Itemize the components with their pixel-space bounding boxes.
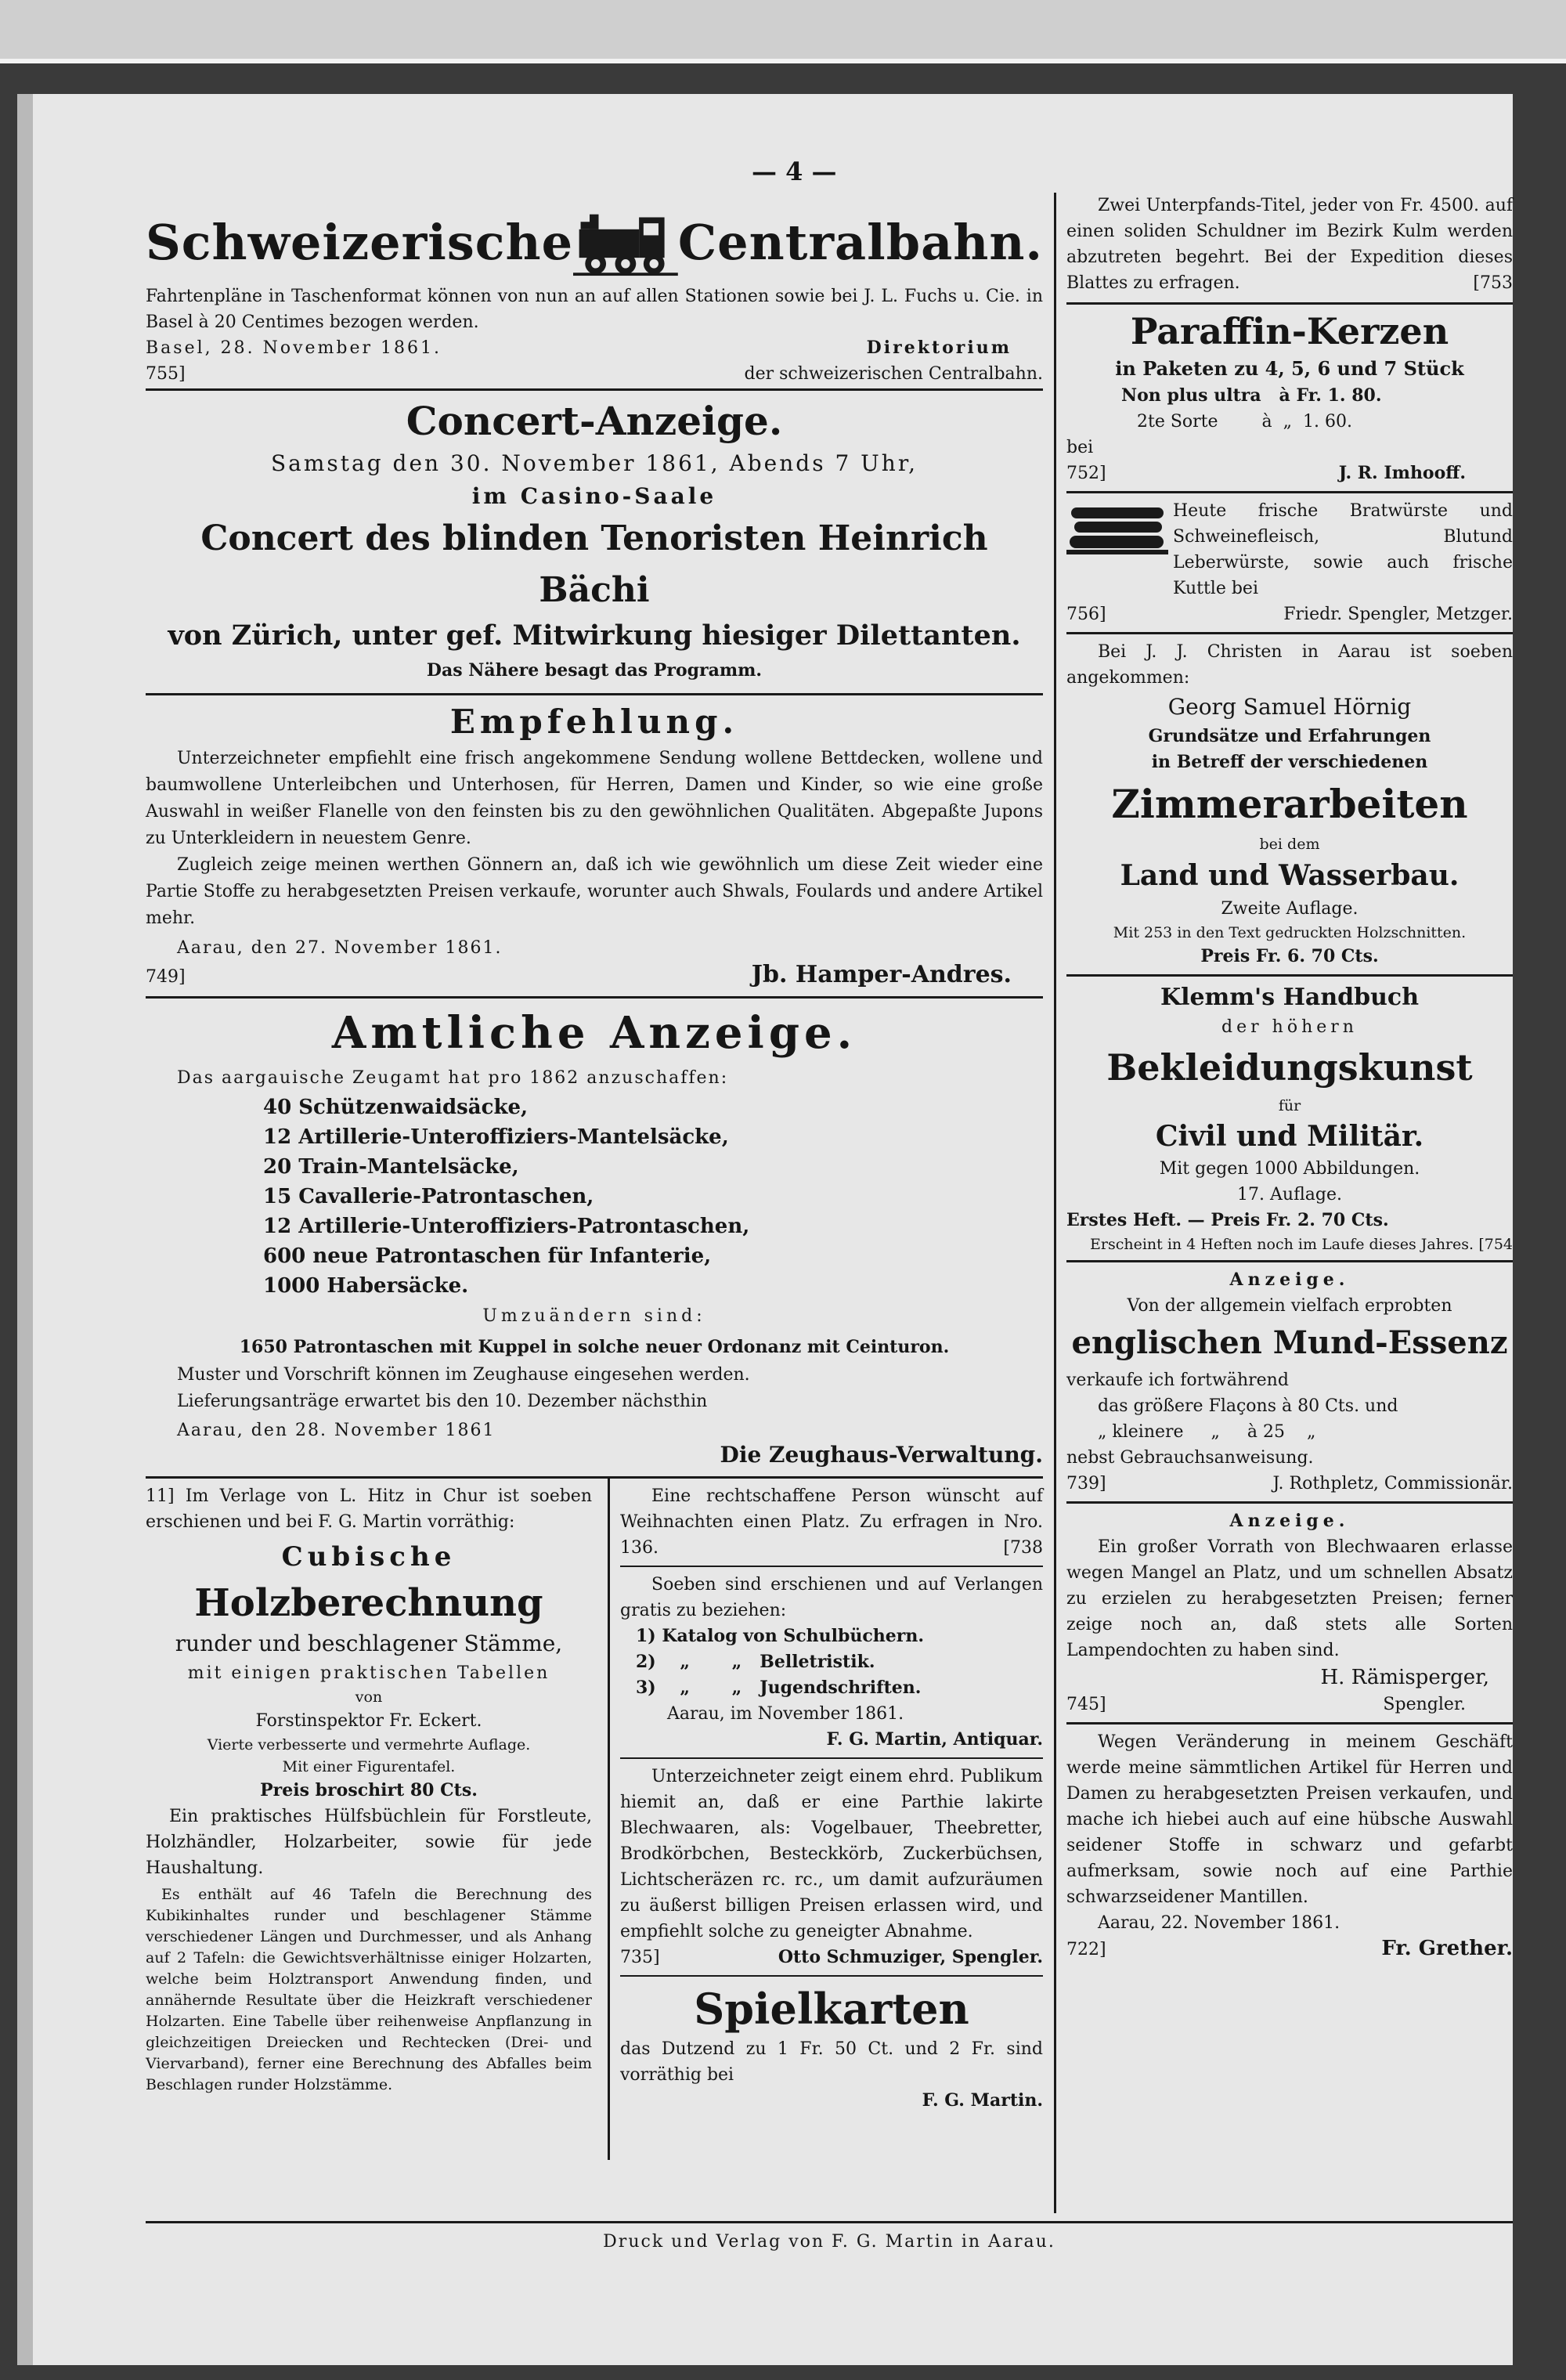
ad-blechwaaren-2 <box>1066 1508 1513 1717</box>
ad-line: verkaufe ich fortwährend <box>1066 1371 1289 1390</box>
ad-line: in Paketen zu 4, 5, 6 und 7 Stück <box>1115 357 1464 380</box>
ad-centralbahn <box>146 205 1043 387</box>
ad-line: Vierte verbesserte und vermehrte Auflage. <box>207 1736 531 1753</box>
item-list <box>146 1092 1043 1301</box>
ad-title: Spielkarten <box>694 1984 969 2034</box>
ad-signer: Fr. Grether. <box>1381 1937 1513 1960</box>
divider <box>1066 1501 1513 1504</box>
ad-number: 749] <box>146 967 186 987</box>
ad-number: [753 <box>1473 273 1513 293</box>
ad-line: nebst Gebrauchsanweisung. <box>1066 1448 1314 1468</box>
right-column <box>1066 193 1513 1963</box>
ad-text: Eine rechtschaffene Person wünscht auf Weihnachten einen Platz. Zu erfragen in Nro. 136. <box>620 1486 1043 1558</box>
imprint: Druck und Verlag von F. G. Martin in Aarau. <box>603 2232 1055 2252</box>
ad-number: 752] <box>1066 464 1106 483</box>
ad-line: von Zürich, unter gef. Mitwirkung hiesiger Dilettanten. <box>168 619 1021 652</box>
scan-edge <box>0 59 1566 63</box>
ad-number: 755] <box>146 364 186 384</box>
ad-paragraph: Zugleich zeige meinen werthen Gönnern an, daß ich wie gewöhnlich um diese Zeit wieder eine Partie Stoffe zu herabgesetzten Preisen verkaufe, worunter auch Shwals, Foulards und andere Artikel mehr. <box>146 855 1043 928</box>
ad-line: Mit 253 in den Text gedruckten Holzschnitten. <box>1113 924 1467 941</box>
divider <box>146 693 1043 695</box>
ad-title: Cubische <box>281 1541 456 1573</box>
ad-header: Anzeige. <box>1229 1269 1350 1290</box>
ad-author: Georg Samuel Hörnig <box>1167 694 1412 720</box>
ad-number: [754 <box>1478 1236 1513 1253</box>
ad-line: Civil und Militär. <box>1155 1120 1424 1153</box>
ad-intro: Von der allgemein vielfach erprobten <box>1127 1296 1452 1316</box>
ad-line: von <box>355 1688 383 1706</box>
ad-number: 739] <box>1066 1474 1106 1493</box>
ad-title: Zimmerarbeiten <box>1111 781 1468 827</box>
ad-number: [738 <box>1003 1538 1043 1558</box>
divider <box>620 1975 1043 1977</box>
ad-line: mit einigen praktischen Tabellen <box>187 1663 550 1683</box>
ad-concert <box>146 395 1043 685</box>
ad-line: 2te Sorte à „ 1. 60. <box>1137 412 1352 432</box>
column-divider <box>608 1479 610 2160</box>
divider <box>1066 1260 1513 1262</box>
ad-note: Muster und Vorschrift können im Zeughause eingesehen werden. <box>177 1365 750 1385</box>
list-item: 40 Schützenwaidsäcke, <box>263 1096 529 1119</box>
ad-empfehlung <box>146 699 1043 991</box>
column-divider <box>1054 193 1056 2213</box>
ad-number: 722] <box>1066 1940 1106 1959</box>
ad-paraffin <box>1066 308 1513 486</box>
ad-place-date: Aarau, den 28. November 1861 <box>177 1421 496 1440</box>
ad-blechwaaren <box>620 1764 1043 1970</box>
ad-intro: 11] Im Verlage von L. Hitz in Chur ist soeben erschienen und bei F. G. Martin vorräthig: <box>146 1486 592 1532</box>
ad-title-main: Holzberechnung <box>194 1581 543 1625</box>
footer-rule <box>146 2221 1513 2223</box>
divider <box>1066 1722 1513 1725</box>
ad-paragraph: Unterzeichneter empfiehlt eine frisch angekommene Sendung wollene Bettdecken, wollene und baumwollene Unterleibchen und Unterhosen, für Herren, Damen und Kinder, so wie eine große Auswahl in weißer Flanelle von den feinsten bis zu den gewöhnlichen Qualitäten. Abgepaßte Jupons zu Unterkleidern in neuestem Genre. <box>146 749 1043 848</box>
divider <box>146 996 1043 999</box>
ad-title: Concert-Anzeige. <box>406 398 783 444</box>
scan-top-strip <box>0 0 1566 59</box>
ad-line: Non plus ultra à Fr. 1. 80. <box>1121 385 1382 406</box>
page-binding-edge <box>17 94 33 2365</box>
ad-line: im Casino-Saale <box>471 483 717 509</box>
ad-price: Erstes Heft. — Preis Fr. 2. 70 Cts. <box>1066 1210 1389 1230</box>
ad-kataloge <box>620 1572 1043 1753</box>
ad-unterpfand <box>1066 193 1513 296</box>
list-item: 12 Artillerie-Unteroffiziers-Mantelsäcke, <box>263 1125 729 1149</box>
ad-signer: Jb. Hamper-Andres. <box>751 961 1012 988</box>
ad-holzberechnung <box>146 1483 592 2096</box>
divider <box>1066 491 1513 493</box>
ad-signer: Friedr. Spengler, Metzger. <box>1283 605 1513 624</box>
ad-line: Das Nähere besagt das Programm. <box>426 660 763 681</box>
list-item: 3) „ „ Jugendschriften. <box>636 1678 922 1698</box>
ad-subitem: 1650 Patrontaschen mit Kuppel in solche neuer Ordonanz mit Ceinturon. <box>239 1337 950 1357</box>
ad-note: Erscheint in 4 Heften noch im Laufe dieses Jahres. <box>1090 1236 1474 1253</box>
divider <box>1066 302 1513 305</box>
sausages-icon <box>1066 498 1168 561</box>
ad-signer: Die Zeughaus-Verwaltung. <box>720 1442 1043 1468</box>
ad-line: der höhern <box>1221 1017 1358 1037</box>
ad-signer: J. R. Imhooff. <box>1338 463 1466 483</box>
ad-title: Empfehlung. <box>449 702 739 741</box>
ad-line: runder und beschlagener Stämme, <box>175 1631 563 1656</box>
ad-klemm <box>1066 981 1513 1255</box>
ad-line: für <box>1278 1097 1301 1114</box>
locomotive-icon <box>573 205 678 280</box>
ad-text: das Dutzend zu 1 Fr. 50 Ct. und 2 Fr. sind vorräthig bei <box>620 2039 1043 2085</box>
ad-intro: Das aargauische Zeugamt hat pro 1862 anzuschaffen: <box>177 1068 729 1088</box>
ad-text: Wegen Veränderung in meinem Geschäft werde meine sämmtlichen Artikel für Herren und Damen zu herabgesetzten Preisen verkaufen, und mache ich hiebei auch auf eine hübsche Auswahl seidener Stoffe in schwarz und gefarbt aufmerksam, sowie noch auf eine Parthie schwarzseidener Mantillen. <box>1066 1732 1513 1907</box>
ad-signer-2: der schweizerischen Centralbahn. <box>744 364 1043 384</box>
ad-place-date: Aarau, im November 1861. <box>667 1704 904 1724</box>
ad-title-2: Centralbahn. <box>677 214 1043 271</box>
ad-line: Land und Wasserbau. <box>1120 859 1460 892</box>
ad-title: Amtliche Anzeige. <box>331 1007 857 1059</box>
ad-signer: F. G. Martin, Antiquar. <box>826 1729 1043 1750</box>
ad-text: Zwei Unterpfands-Titel, jeder von Fr. 4500. auf einen soliden Schuldner im Bezirk Kulm werden abzutreten begehrt. Bei der Expedition dieses Blattes zu erfragen. <box>1066 196 1513 293</box>
ad-spielkarten <box>620 1981 1043 2114</box>
list-item: 12 Artillerie-Unteroffiziers-Patrontaschen, <box>263 1215 750 1238</box>
ad-grether <box>1066 1729 1513 1963</box>
ad-line: bei <box>1066 438 1094 457</box>
ad-line: „ kleinere „ à 25 „ <box>1098 1422 1316 1442</box>
list-item: 1) Katalog von Schulbüchern. <box>636 1626 924 1646</box>
list-item: 15 Cavallerie-Patrontaschen, <box>263 1185 594 1208</box>
ad-zimmerarbeiten <box>1066 639 1513 970</box>
ad-place-date: Basel, 28. November 1861. <box>146 338 442 358</box>
ad-wurst <box>1066 498 1513 627</box>
list-item: 1000 Habersäcke. <box>263 1274 469 1298</box>
divider <box>1066 974 1513 977</box>
ad-line: Concert des blinden Tenoristen Heinrich Bächi <box>200 518 988 610</box>
ad-price: Preis broschirt 80 Cts. <box>260 1780 478 1800</box>
left-column <box>146 205 1043 2160</box>
divider <box>146 388 1043 391</box>
ad-mund-essenz <box>1066 1267 1513 1497</box>
ad-line: das größere Flaçons à 80 Cts. und <box>1098 1396 1398 1416</box>
ad-line: Klemm's Handbuch <box>1160 984 1419 1011</box>
ad-person <box>620 1483 1043 1561</box>
subcolumn-right <box>620 1483 1043 2114</box>
ad-title: englischen Mund-Essenz <box>1071 1324 1508 1361</box>
ad-paragraph: Es enthält auf 46 Tafeln die Berechnung des Kubikinhaltes runder und beschlagener Stämme verschiedener Längen und Durchmesser, und als Anhang auf 2 Tafeln: die Gewichtsverhältnisse einiger Holzarten, welche beim Holztransport Anwendung finden, und annähernde Resultate über die Heizkraft verschiedener Holzarten. Eine Tabelle über reihenweise Anpflanzung in gleichzeitigen Dreiecken und Rechtecken (Drei- und Viervarband), ferner eine Berechnung des Abfalles beim Beschlagen runder Holzstämme. <box>146 1886 592 2093</box>
ad-line: Zweite Auflage. <box>1221 899 1359 919</box>
ad-title: Schweizerische <box>146 214 574 271</box>
ad-number: 745] <box>1066 1695 1106 1714</box>
ad-line: Mit einer Figurentafel. <box>282 1758 456 1775</box>
ad-place-date: Aarau, 22. November 1861. <box>1098 1913 1340 1933</box>
ad-line: 17. Auflage. <box>1237 1185 1342 1204</box>
ad-number: 756] <box>1066 605 1106 624</box>
list-item: 2) „ „ Belletristik. <box>636 1652 875 1672</box>
ad-line: in Betreff der verschiedenen <box>1151 752 1428 772</box>
ad-body: Fahrtenpläne in Taschenformat können von nun an auf allen Stationen sowie bei J. L. Fuchs u. Cie. in Basel à 20 Centimes bezogen werden. <box>146 287 1043 332</box>
ad-signer-2: Spengler. <box>1383 1695 1466 1714</box>
ad-line: Mit gegen 1000 Abbildungen. <box>1159 1159 1420 1179</box>
ad-signer: J. Rothpletz, Commissionär. <box>1272 1474 1513 1493</box>
ad-signer: Otto Schmuziger, Spengler. <box>778 1947 1043 1967</box>
ad-title: Bekleidungskunst <box>1106 1046 1473 1089</box>
ad-header: Anzeige. <box>1229 1511 1350 1531</box>
divider <box>1066 632 1513 634</box>
ad-line: Grundsätze und Erfahrungen <box>1148 726 1431 746</box>
ad-line: bei dem <box>1259 836 1320 853</box>
divider <box>620 1757 1043 1759</box>
ad-signer: Direktorium <box>866 338 1012 358</box>
ad-place-date: Aarau, den 27. November 1861. <box>177 938 503 958</box>
ad-note: Lieferungsanträge erwartet bis den 10. Dezember nächsthin <box>177 1392 708 1411</box>
ad-amtlich <box>146 1002 1043 1468</box>
ad-signer: H. Rämisperger, <box>1320 1666 1489 1689</box>
ad-text: Ein großer Vorrath von Blechwaaren erlasse wegen Mangel an Platz, und um schnellen Absatz zu erzielen zu herabgesetzten Preisen; ferner zeige noch an, daß stets alle Sorten Lampendochten zu haben sind. <box>1066 1537 1513 1660</box>
ad-price: Preis Fr. 6. 70 Cts. <box>1200 946 1379 966</box>
ad-text: Heute frische Bratwürste und Schweinefleisch, Blutund Leberwürste, sowie auch frische Kuttle bei <box>1173 501 1513 598</box>
ad-line: Forstinspektor Fr. Eckert. <box>255 1711 482 1731</box>
divider <box>620 1566 1043 1567</box>
ad-paragraph: Ein praktisches Hülfsbüchlein für Forstleute, Holzhändler, Holzarbeiter, sowie für jede Haushaltung. <box>146 1807 592 1878</box>
ad-line: Samstag den 30. November 1861, Abends 7 Uhr, <box>270 450 918 476</box>
ad-number: 735] <box>620 1948 660 1967</box>
list-item: 600 neue Patrontaschen für Infanterie, <box>263 1244 712 1268</box>
list-item: 20 Train-Mantelsäcke, <box>263 1155 519 1179</box>
ad-intro: Soeben sind erschienen und auf Verlangen gratis zu beziehen: <box>620 1575 1043 1620</box>
ad-subtitle: Umzuändern sind: <box>482 1306 706 1326</box>
ad-title: Paraffin-Kerzen <box>1130 310 1449 352</box>
ad-text: Unterzeichneter zeigt einem ehrd. Publikum hiemit an, daß er eine Parthie lakirte Blechwaaren, als: Vogelbauer, Theebretter, Brodkörbchen, Besteckkörb, Zuckerbüchsen, Lichtscheräzen rc. rc., um damit aufzuräumen zu äußerst billigen Preisen erlassen wird, und empfiehlt solche zu geneigter Abnahme. <box>620 1767 1043 1941</box>
ad-intro: Bei J. J. Christen in Aarau ist soeben angekommen: <box>1066 642 1513 688</box>
page-number: — 4 — <box>752 157 837 186</box>
ad-signer: F. G. Martin. <box>922 2090 1043 2111</box>
